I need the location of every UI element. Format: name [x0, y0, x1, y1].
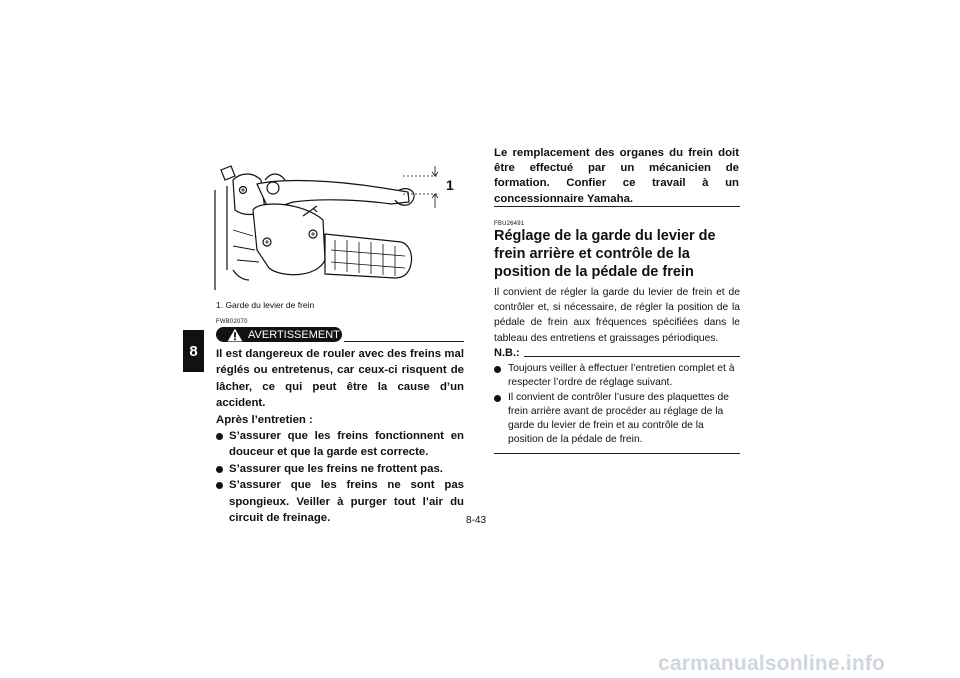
warning-item: S’assurer que les freins ne sont pas spongieux. Veiller à purger tout l’air du circuit de freinage.: [216, 477, 464, 526]
warning-badge-label: AVERTISSEMENT: [248, 328, 340, 341]
nb-label: N.B.:: [494, 347, 520, 359]
nb-item: Toujours veiller à effectuer l’entretien complet et à respecter l’ordre de réglage suivant.: [494, 362, 740, 390]
chapter-tab: 8: [183, 330, 204, 372]
warning-intro: Il est dangereux de rouler avec des freins mal réglés ou entretenus, car ceux-ci risquent de lâcher, ce qui peut être la cause d’un accident.: [216, 348, 464, 410]
nb-bottom-rule: [494, 453, 740, 454]
warning-triangle-icon: [227, 328, 243, 342]
bullet-icon: [216, 482, 223, 489]
warning-top-rule: [344, 341, 464, 342]
bullet-icon: [216, 433, 223, 440]
nb-rule: [524, 356, 740, 357]
nb-block: [494, 346, 740, 447]
bullet-icon: [494, 366, 501, 373]
bullet-icon: [494, 395, 501, 402]
brake-lever-illustration: [213, 150, 463, 300]
footer-watermark: carmanualsonline.info: [658, 652, 886, 675]
warning-text: [216, 346, 464, 526]
warning-after-heading: Après l’entretien :: [216, 413, 313, 426]
warning-code: FWB02070: [216, 319, 248, 325]
warning-item: S’assurer que les freins fonctionnent en douceur et que la garde est correcte.: [216, 428, 464, 461]
page-number: 8-43: [466, 515, 487, 526]
figure-callout-number: 1: [446, 177, 454, 193]
notice-bottom-rule: [494, 206, 740, 207]
warning-badge: [216, 327, 342, 342]
section-code: FBU26491: [494, 221, 525, 227]
replacement-notice: Le remplacement des organes du frein doit être effectué par un mécanicien de formation. Confier ce travail à un concessionnaire Yamaha.: [494, 147, 739, 205]
section-body: Il convient de régler la garde du levier de frein et de contrôler et, si nécessaire, de régler la position de la pédale de frein aux fréquences spécifiées dans le tableau des entretiens et graissages périodiques.: [494, 287, 740, 344]
nb-item: Il convient de contrôler l’usure des plaquettes de frein arrière avant de procéder au réglage de la garde du levier de frein et au contrôle de la position de la pédale de frein.: [494, 391, 740, 448]
figure-caption: 1. Garde du levier de frein: [216, 300, 315, 310]
bullet-icon: [216, 466, 223, 473]
section-heading: Réglage de la garde du levier de frein arrière et contrôle de la position de la pédale de frein: [494, 228, 716, 280]
warning-item: S’assurer que les freins ne frottent pas.: [216, 461, 464, 477]
